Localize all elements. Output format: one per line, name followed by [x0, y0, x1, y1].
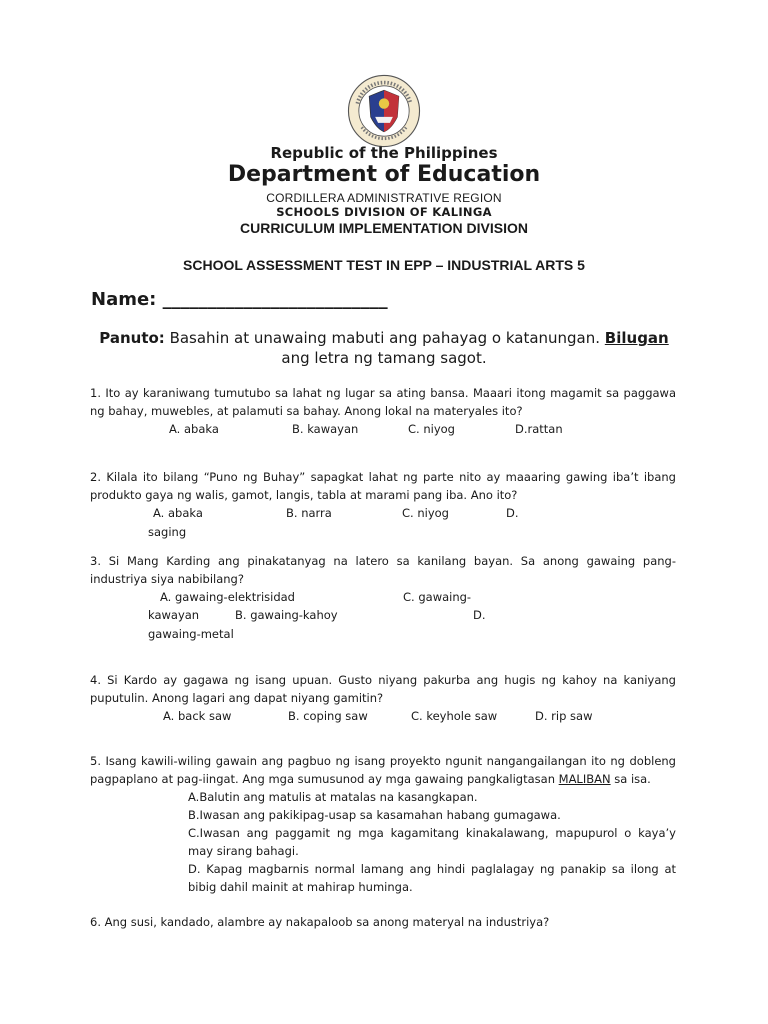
question-4-choice-c: C. keyhole saw [411, 709, 498, 723]
department-heading: Department of Education [227, 162, 541, 187]
deped-seal-logo [347, 74, 421, 148]
question-5-stem-text-1: 5. Isang kawili-wiling gawain ang pagbuo ng isang proyekto ngunit nangangailangan ito ng dobleng pagpaplano at pag-iingat. Ang mga sumusunod ay mga gawaing pangkaligtasan [90, 754, 676, 786]
question-1-choice-a: A. abaka [169, 422, 219, 436]
question-1-choice-c: C. niyog [408, 422, 455, 436]
question-3-choice-a: A. gawaing-elektrisidad [160, 590, 295, 604]
question-2-choice-b: B. narra [286, 506, 332, 520]
division-heading: SCHOOLS DIVISION OF KALINGA [276, 205, 492, 219]
question-3-stem: 3. Si Mang Karding ang pinakatanyag na latero sa kanilang bayan. Sa anong gawaing pang-industriya siya nabibilang? [90, 554, 676, 586]
directions [88, 328, 680, 368]
question-2-choice-a: A. abaka [153, 506, 203, 520]
question-4-choice-a: A. back saw [163, 709, 232, 723]
directions-emphasis: Bilugan [604, 329, 669, 347]
question-1-choice-b: B. kawayan [292, 422, 359, 436]
question-2-choice-d-text: saging [148, 525, 187, 539]
question-6-stem: 6. Ang susi, kandado, alambre ay nakapaloob sa anong materyal na industriya? [90, 915, 550, 929]
question-4-choice-b: B. coping saw [288, 709, 368, 723]
question-5-choice-c: C.Iwasan ang paggamit ng mga kagamitang kinakalawang, mapupurol o kaya’y may sirang bahagi. [188, 826, 676, 858]
question-3-choice-c-text: kawayan [148, 608, 200, 622]
cid-heading: CURRICULUM IMPLEMENTATION DIVISION [239, 220, 529, 236]
question-2-choice-d: D. [506, 506, 519, 520]
question-5-choice-d: D. Kapag magbarnis normal lamang ang hindi paglalagay ng panakip sa ilong at bibig dahil mainit at mahirap huminga. [188, 862, 676, 894]
region-heading: CORDILLERA ADMINISTRATIVE REGION [266, 191, 502, 205]
question-5-stem [90, 752, 676, 788]
question-5-stem-text-2: sa isa. [610, 772, 651, 786]
test-title: SCHOOL ASSESSMENT TEST IN EPP – INDUSTRIAL ARTS 5 [183, 257, 585, 273]
question-5-emphasis: MALIBAN [558, 772, 611, 786]
question-4-choice-d: D. rip saw [535, 709, 593, 723]
directions-text-1: Basahin at unawaing mabuti ang pahayag o katanungan. [164, 329, 605, 347]
question-2-choice-c: C. niyog [402, 506, 449, 520]
question-2-stem: 2. Kilala ito bilang “Puno ng Buhay” sapagkat lahat ng parte nito ay maaaring gawing iba’t ibang produkto gaya ng walis, gamot, langis, tabla at marami pang iba. Ano ito? [90, 470, 676, 502]
question-3-choice-c: C. gawaing- [403, 590, 472, 604]
directions-text-2: ang letra ng tamang sagot. [281, 349, 487, 367]
question-1-choice-d: D.rattan [515, 422, 563, 436]
question-5-choice-b: B.Iwasan ang pakikipag-usap sa kasamahan habang gumagawa. [188, 808, 561, 822]
question-5-choice-a: A.Balutin ang matulis at matalas na kasangkapan. [188, 790, 478, 804]
question-1-stem: 1. Ito ay karaniwang tumutubo sa lahat ng lugar sa ating bansa. Maaari itong magamit sa paggawa ng bahay, muwebles, at palamuti sa bahay. Anong lokal na materyales ito? [90, 386, 676, 418]
question-3-choice-b: B. gawaing-kahoy [235, 608, 338, 622]
republic-heading: Republic of the Philippines [270, 144, 498, 162]
name-field-label: Name: _________________________ [91, 289, 388, 310]
question-3-choice-d-text: gawaing-metal [148, 627, 234, 641]
question-3-choice-d: D. [473, 608, 486, 622]
directions-label: Panuto: [99, 329, 165, 347]
question-4-stem: 4. Si Kardo ay gagawa ng isang upuan. Gusto niyang pakurba ang hugis ng kahoy na kaniyang puputulin. Anong lagari ang dapat niyang gamitin? [90, 673, 676, 705]
